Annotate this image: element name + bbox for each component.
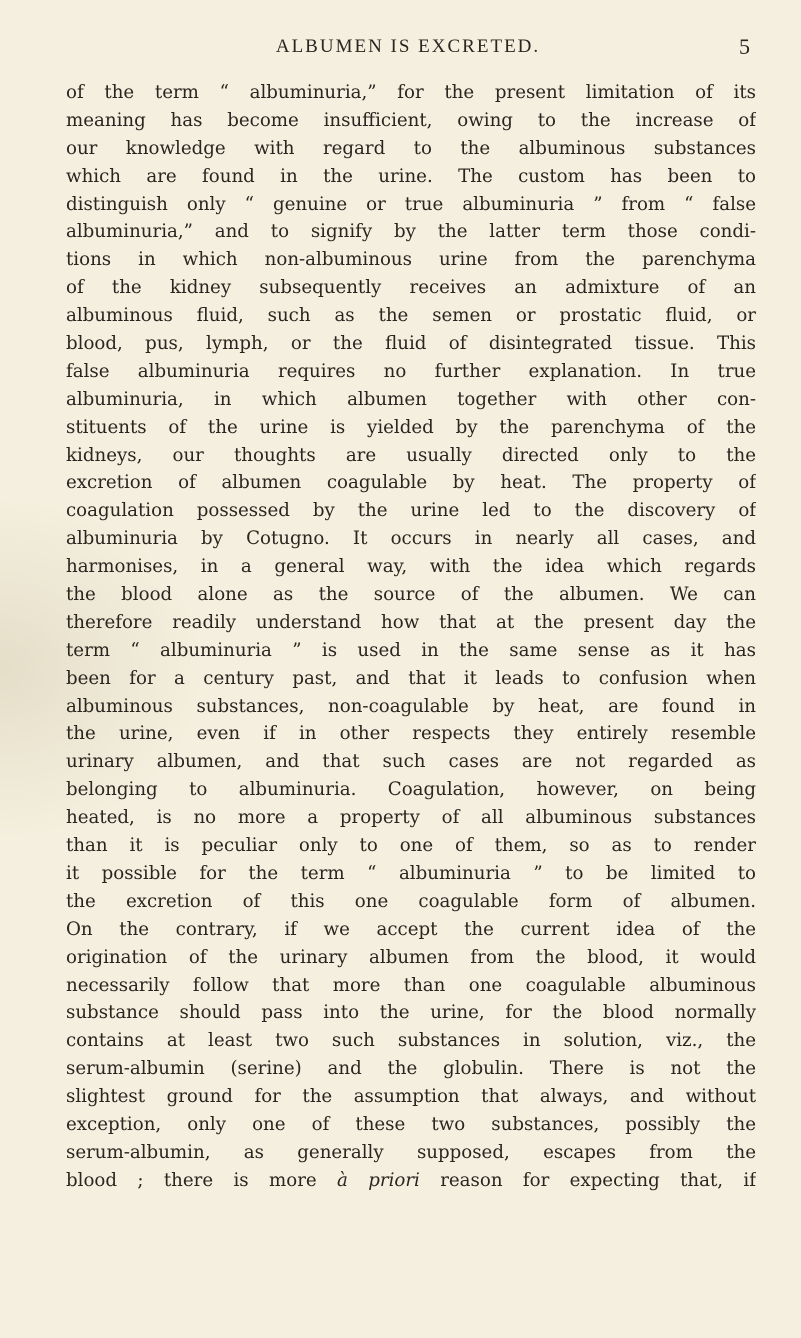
text-line: albuminous substances, non-coagulable by heat, are found in <box>66 695 756 717</box>
text-line: distinguish only “ genuine or true albuminuria ” from “ false <box>66 193 756 215</box>
text-line: substance should pass into the urine, for the blood normally <box>66 1002 756 1024</box>
text-line: tions in which non-albuminous urine from the parenchyma <box>66 249 756 271</box>
text-line: albuminous fluid, such as the semen or prostatic fluid, or <box>66 305 756 327</box>
text-line: blood, pus, lymph, or the fluid of disintegrated tissue. This <box>66 333 756 355</box>
text-line: serum-albumin, as generally supposed, escapes from the <box>66 1141 756 1163</box>
text-line: the blood alone as the source of the albumen. We can <box>66 584 756 606</box>
text-line: albuminuria,” and to signify by the latter term those condi- <box>66 221 756 243</box>
text-line: albuminuria, in which albumen together with other con- <box>66 388 756 410</box>
text-line: heated, is no more a property of all albuminous substances <box>66 807 756 829</box>
text-line: meaning has become insufficient, owing to the increase of <box>66 109 756 131</box>
text-line: serum-albumin (serine) and the globulin. There is not the <box>66 1058 756 1080</box>
text-line: been for a century past, and that it leads to confusion when <box>66 667 756 689</box>
text-line: term “ albuminuria ” is used in the same sense as it has <box>66 639 756 661</box>
text-line: contains at least two such substances in solution, viz., the <box>66 1030 756 1052</box>
text-line: of the kidney subsequently receives an admixture of an <box>66 277 756 299</box>
text-line: coagulation possessed by the urine led to the discovery of <box>66 500 756 522</box>
page-number: 5 <box>739 34 750 59</box>
text-line: than it is peculiar only to one of them, so as to render <box>66 835 756 857</box>
text-line: the urine, even if in other respects they entirely resemble <box>66 723 756 745</box>
text-line: kidneys, our thoughts are usually directed only to the <box>66 444 756 466</box>
running-head <box>66 34 750 64</box>
text-line: excretion of albumen coagulable by heat. The property of <box>66 472 756 494</box>
text-line: our knowledge with regard to the albuminous substances <box>66 137 756 159</box>
text-line: harmonises, in a general way, with the idea which regards <box>66 556 756 578</box>
text-line: belonging to albuminuria. Coagulation, however, on being <box>66 779 756 801</box>
text-line: origination of the urinary albumen from the blood, it would <box>66 946 756 968</box>
text-line: therefore readily understand how that at the present day the <box>66 611 756 633</box>
text-line: of the term “ albuminuria,” for the present limitation of its <box>66 82 756 103</box>
text-line: necessarily follow that more than one coagulable albuminous <box>66 974 756 996</box>
running-title: ALBUMEN IS EXCRETED. <box>275 36 541 57</box>
text-line: slightest ground for the assumption that always, and without <box>66 1086 756 1108</box>
body-paragraph <box>66 79 756 1195</box>
text-line: stituents of the urine is yielded by the parenchyma of the <box>66 416 756 438</box>
text-line: exception, only one of these two substances, possibly the <box>66 1113 756 1135</box>
text-line: albuminuria by Cotugno. It occurs in nearly all cases, and <box>66 528 756 550</box>
text-line: it possible for the term “ albuminuria ” to be limited to <box>66 862 756 884</box>
text-line: false albuminuria requires no further explanation. In true <box>66 360 756 382</box>
text-line: urinary albumen, and that such cases are not regarded as <box>66 751 756 773</box>
text-line: On the contrary, if we accept the current idea of the <box>66 918 756 940</box>
text-line: the excretion of this one coagulable form of albumen. <box>66 890 756 912</box>
text-line: blood ; there is more à priori reason for expecting that, if <box>66 1169 756 1191</box>
text-line: which are found in the urine. The custom has been to <box>66 165 756 187</box>
